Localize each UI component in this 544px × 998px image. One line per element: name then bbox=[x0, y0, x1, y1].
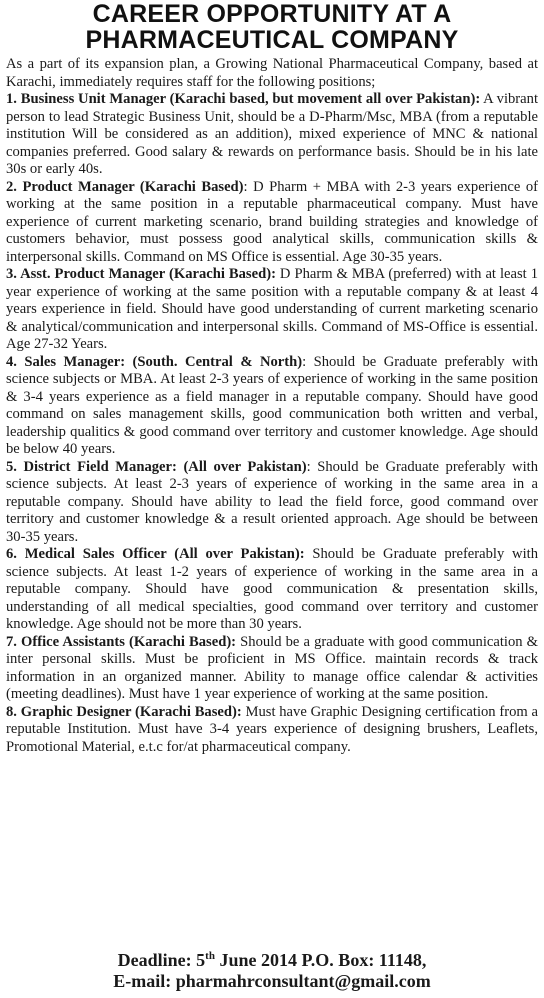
position-description: : Should be Graduate preferably with science subjects or MBA. At least 2-3 years of experience of working in the same position & 3-4 years experience as a field manager in a reputable company. Should have good command on sales management skills, good communication both written and verbal, leadership qualitics & good command over territory and customer knowledge. Age should be below 40 years. bbox=[6, 353, 539, 457]
position-description: Should be Graduate preferably with science subjects. At least 1-2 years of experience of working in the same area in a reputable company. Should have good communication & presentation skills, understanding of all medical specialties, good command over territory and customer knowledge. Age should not be more than 30 years. bbox=[6, 546, 538, 632]
position-title: 4. Sales Manager: (South. Central & North) bbox=[6, 353, 303, 370]
headline-line-1: CAREER OPPORTUNITY AT A bbox=[92, 0, 452, 28]
position-6 bbox=[6, 546, 538, 634]
position-description: Should be a graduate with good communication & inter personal skills. Must be proficient in MS Office. maintain records & track information in an organized manner. Ability to manage office calendar & activities (meeting deadlines). Must have 1 year experience of working at the same position. bbox=[6, 633, 538, 702]
position-title: 5. District Field Manager: (All over Pakistan) bbox=[6, 458, 307, 475]
headline bbox=[6, 1, 538, 53]
position-5 bbox=[6, 459, 538, 547]
intro-paragraph: As a part of its expansion plan, a Growing National Pharmaceutical Company, based at Karachi, immediately requires staff for the following positions; bbox=[6, 56, 538, 90]
job-advertisement bbox=[0, 1, 544, 998]
deadline-prefix: Deadline: 5 bbox=[117, 950, 206, 970]
deadline-ordinal: th bbox=[205, 950, 215, 962]
contact-footer bbox=[0, 950, 544, 992]
position-1 bbox=[6, 91, 538, 179]
deadline-line bbox=[0, 950, 544, 971]
position-8 bbox=[6, 704, 538, 757]
position-description: D Pharm & MBA (preferred) with at least 1 year experience of working at the same position with a reputable company & at least 4 years experience in field. Should have good understanding of current marketing scenario & analytical/communication and interpersonal skills. Command of MS-Office is essential. Age 27-32 Years. bbox=[6, 266, 538, 352]
position-title: 2. Product Manager (Karachi Based) bbox=[6, 178, 244, 195]
position-title: 3. Asst. Product Manager (Karachi Based): bbox=[6, 266, 276, 282]
ad-body bbox=[6, 56, 538, 756]
headline-line-2: PHARMACEUTICAL COMPANY bbox=[85, 26, 459, 54]
position-2 bbox=[6, 179, 538, 267]
deadline-suffix: June 2014 P.O. Box: 11148, bbox=[214, 950, 427, 970]
email-line: E-mail: pharmahrconsultant@gmail.com bbox=[113, 971, 431, 991]
position-title: 6. Medical Sales Officer (All over Pakistan): bbox=[6, 546, 305, 562]
position-title: 8. Graphic Designer (Karachi Based): bbox=[6, 703, 242, 720]
position-description: A vibrant person to lead Strategic Business Unit, should be a D-Pharm/Msc, MBA (from a reputable institution Will be considered as an addition), mixed experience of MNC & national companies preferred. Good salary & rewards on performance basis. Should be in his late 30s or early 40s. bbox=[6, 91, 538, 177]
position-4 bbox=[6, 354, 538, 459]
position-description: : Should be Graduate preferably with science subjects. At least 2-3 years of experience of working in the same area in a reputable company. Should have ability to lead the field force, good command over territory and customer knowledge & a result oriented approach. Age should be between 30-35 years. bbox=[6, 458, 538, 545]
position-title: 7. Office Assistants (Karachi Based): bbox=[6, 633, 237, 650]
position-title: 1. Business Unit Manager (Karachi based, but movement all over Pakistan): bbox=[6, 91, 481, 107]
position-description: Must have Graphic Designing certification from a reputable Institution. Must have 3-4 years experience of designing brushers, Leaflets, Promotional Material, e.t.c for/at pharmaceutical company. bbox=[6, 703, 538, 755]
position-3 bbox=[6, 266, 538, 354]
position-description: : D Pharm + MBA with 2-3 years experience of working at the same position in a reputable pharmaceutical company. Must have experience of current marketing scenario, brand building strategies and knowledge of customers behavior, must possess good analytical skills, communication skills & interpersonal skills. Command on MS Office is essential. Age 30-35 years. bbox=[6, 178, 538, 265]
position-7 bbox=[6, 634, 538, 704]
